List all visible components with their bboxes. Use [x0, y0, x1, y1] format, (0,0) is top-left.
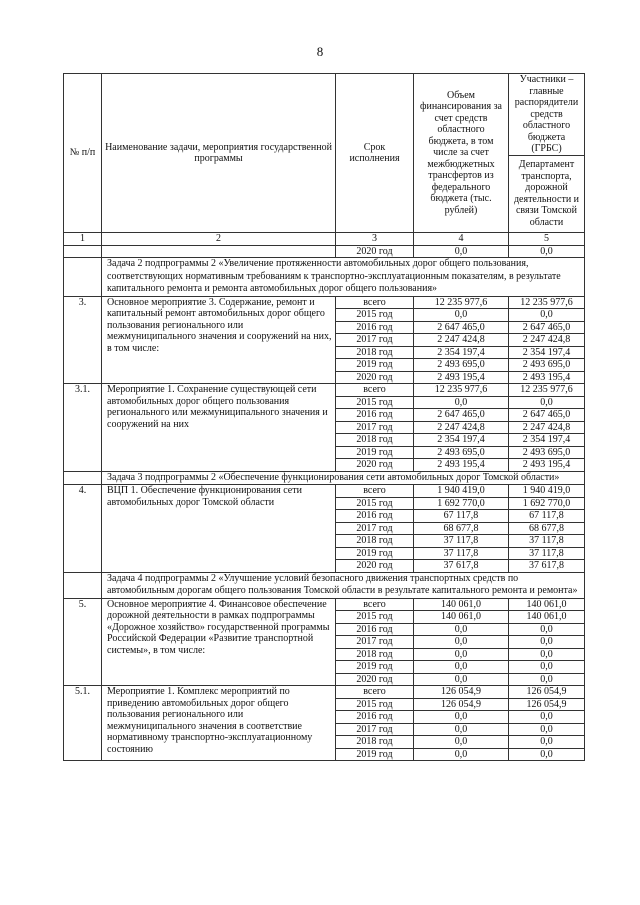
amount-cell: 37 117,8: [414, 547, 509, 560]
table-row: [64, 384, 585, 397]
grbs-amount-cell: 0,0: [509, 673, 585, 686]
grbs-amount-cell: 67 117,8: [509, 510, 585, 523]
column-numbers-row: [64, 233, 585, 246]
amount-cell: 0,0: [414, 309, 509, 322]
amount-cell: 37 117,8: [414, 535, 509, 548]
amount-cell: 140 061,0: [414, 611, 509, 624]
amount-cell: 126 054,9: [414, 686, 509, 699]
grbs-amount-cell: 2 354 197,4: [509, 346, 585, 359]
period-cell: 2019 год: [336, 547, 414, 560]
item-name: Мероприятие 1. Сохранение существующей сети автомобильных дорог общего пользования регионального или межмуниципального значения и сооружений на них: [102, 384, 336, 472]
grbs-amount-cell: 0,0: [509, 661, 585, 674]
grbs-amount-cell: 2 647 465,0: [509, 409, 585, 422]
period-cell: 2016 год: [336, 623, 414, 636]
empty-cell: [102, 245, 336, 258]
grbs-amount-cell: 126 054,9: [509, 698, 585, 711]
period-cell: 2019 год: [336, 446, 414, 459]
task-row: [64, 258, 585, 297]
amount-cell: 2 493 195,4: [414, 459, 509, 472]
task-title: Задача 2 подпрограммы 2 «Увеличение протяженности автомобильных дорог общего пользования, соответствующих нормативным требованиям к транспортно-эксплуатационным показателям, в результате капитального ремонта и ремонта автомобильных дорог общего пользования»: [102, 258, 585, 297]
grbs-amount-cell: 1 940 419,0: [509, 485, 585, 498]
column-number: 4: [414, 233, 509, 246]
period-cell: 2019 год: [336, 748, 414, 761]
amount-cell: 2 247 424,8: [414, 334, 509, 347]
amount-cell: 2 493 695,0: [414, 359, 509, 372]
carry-over-row: [64, 245, 585, 258]
amount-cell: 0,0: [414, 723, 509, 736]
grbs-amount-cell: 0,0: [509, 636, 585, 649]
empty-cell: [64, 471, 102, 485]
grbs-amount-cell: 2 493 695,0: [509, 359, 585, 372]
table-row: [64, 296, 585, 309]
page-number: 8: [316, 44, 324, 59]
period-cell: 2016 год: [336, 409, 414, 422]
period-cell: всего: [336, 686, 414, 699]
item-number: 3.: [64, 296, 102, 384]
period-cell: 2020 год: [336, 371, 414, 384]
table-row: [64, 686, 585, 699]
column-number: 5: [509, 233, 585, 246]
period-cell: всего: [336, 384, 414, 397]
grbs-amount-cell: 126 054,9: [509, 686, 585, 699]
period-cell: 2015 год: [336, 497, 414, 510]
period-cell: 2018 год: [336, 346, 414, 359]
amount-cell: 2 354 197,4: [414, 346, 509, 359]
period-cell: 2016 год: [336, 711, 414, 724]
header-amount: Объем финансирования за счет средств областного бюджета, в том числе за счет межбюджетных трансфертов из федерального бюджета (тыс. рублей): [414, 74, 509, 233]
financing-table: [63, 73, 585, 761]
header-num: № п/п: [64, 74, 102, 233]
period-cell: 2018 год: [336, 648, 414, 661]
table-row: [64, 485, 585, 498]
grbs-amount-cell: 0,0: [509, 396, 585, 409]
amount-cell: 2 247 424,8: [414, 421, 509, 434]
amount-cell: 67 117,8: [414, 510, 509, 523]
item-name: Мероприятие 1. Комплекс мероприятий по приведению автомобильных дорог общего пользования регионального или межмуниципального значения в соответствие нормативному транспортно-эксплуатационному состоянию: [102, 686, 336, 761]
amount-cell: 12 235 977,6: [414, 384, 509, 397]
grbs-amount-cell: 0,0: [509, 245, 585, 258]
grbs-amount-cell: 37 117,8: [509, 547, 585, 560]
header-row: [64, 74, 585, 156]
period-cell: 2019 год: [336, 359, 414, 372]
task-row: [64, 471, 585, 485]
grbs-amount-cell: 1 692 770,0: [509, 497, 585, 510]
item-number: 5.1.: [64, 686, 102, 761]
amount-cell: 0,0: [414, 245, 509, 258]
period-cell: всего: [336, 296, 414, 309]
amount-cell: 0,0: [414, 636, 509, 649]
period-cell: 2017 год: [336, 334, 414, 347]
amount-cell: 2 493 195,4: [414, 371, 509, 384]
item-name: ВЦП 1. Обеспечение функционирования сети автомобильных дорог Томской области: [102, 485, 336, 573]
header-department: Департамент транспорта, дорожной деятельности и связи Томской области: [509, 155, 585, 233]
period-cell: 2017 год: [336, 421, 414, 434]
task-title: Задача 4 подпрограммы 2 «Улучшение условий безопасного движения транспортных средств по автомобильным дорогам общего пользования Томской области в результате капитального ремонта и ремонта»: [102, 572, 585, 598]
grbs-amount-cell: 37 617,8: [509, 560, 585, 573]
amount-cell: 37 617,8: [414, 560, 509, 573]
period-cell: 2020 год: [336, 459, 414, 472]
column-number: 1: [64, 233, 102, 246]
period-cell: 2017 год: [336, 723, 414, 736]
amount-cell: 0,0: [414, 661, 509, 674]
header-period: Срок исполнения: [336, 74, 414, 233]
period-cell: 2018 год: [336, 736, 414, 749]
grbs-amount-cell: 0,0: [509, 623, 585, 636]
amount-cell: 0,0: [414, 673, 509, 686]
period-cell: 2020 год: [336, 673, 414, 686]
amount-cell: 140 061,0: [414, 598, 509, 611]
amount-cell: 68 677,8: [414, 522, 509, 535]
grbs-amount-cell: 2 493 195,4: [509, 371, 585, 384]
grbs-amount-cell: 2 647 465,0: [509, 321, 585, 334]
period-cell: 2015 год: [336, 611, 414, 624]
grbs-amount-cell: 0,0: [509, 648, 585, 661]
period-cell: 2020 год: [336, 560, 414, 573]
item-name: Основное мероприятие 3. Содержание, ремонт и капитальный ремонт автомобильных дорог общего пользования регионального или межмуниципального значения и сооружений на них, в том числе:: [102, 296, 336, 384]
grbs-amount-cell: 140 061,0: [509, 598, 585, 611]
grbs-amount-cell: 0,0: [509, 748, 585, 761]
period-cell: всего: [336, 598, 414, 611]
task-title: Задача 3 подпрограммы 2 «Обеспечение функционирования сети автомобильных дорог Томской области»: [102, 471, 585, 485]
amount-cell: 0,0: [414, 748, 509, 761]
grbs-amount-cell: 0,0: [509, 723, 585, 736]
amount-cell: 1 692 770,0: [414, 497, 509, 510]
amount-cell: 0,0: [414, 736, 509, 749]
column-number: 3: [336, 233, 414, 246]
period-cell: 2018 год: [336, 434, 414, 447]
amount-cell: 2 647 465,0: [414, 409, 509, 422]
amount-cell: 2 493 695,0: [414, 446, 509, 459]
item-number: 4.: [64, 485, 102, 573]
period-cell: 2019 год: [336, 661, 414, 674]
empty-cell: [64, 258, 102, 297]
amount-cell: 126 054,9: [414, 698, 509, 711]
grbs-amount-cell: 12 235 977,6: [509, 384, 585, 397]
header-name: Наименование задачи, мероприятия государственной программы: [102, 74, 336, 233]
grbs-amount-cell: 2 247 424,8: [509, 421, 585, 434]
grbs-amount-cell: 2 493 695,0: [509, 446, 585, 459]
period-cell: 2017 год: [336, 636, 414, 649]
period-cell: 2016 год: [336, 321, 414, 334]
task-row: [64, 572, 585, 598]
amount-cell: 0,0: [414, 648, 509, 661]
period-cell: 2015 год: [336, 698, 414, 711]
period-cell: 2016 год: [336, 510, 414, 523]
period-cell: 2015 год: [336, 309, 414, 322]
grbs-amount-cell: 12 235 977,6: [509, 296, 585, 309]
amount-cell: 12 235 977,6: [414, 296, 509, 309]
empty-cell: [64, 572, 102, 598]
amount-cell: 1 940 419,0: [414, 485, 509, 498]
amount-cell: 2 354 197,4: [414, 434, 509, 447]
amount-cell: 0,0: [414, 623, 509, 636]
table-row: [64, 598, 585, 611]
item-number: 3.1.: [64, 384, 102, 472]
empty-cell: [64, 245, 102, 258]
grbs-amount-cell: 140 061,0: [509, 611, 585, 624]
period-cell: всего: [336, 485, 414, 498]
amount-cell: 0,0: [414, 711, 509, 724]
amount-cell: 0,0: [414, 396, 509, 409]
header-grbs: Участники – главные распорядители средств областного бюджета (ГРБС): [509, 74, 585, 156]
grbs-amount-cell: 0,0: [509, 711, 585, 724]
period-cell: 2018 год: [336, 535, 414, 548]
amount-cell: 2 647 465,0: [414, 321, 509, 334]
grbs-amount-cell: 0,0: [509, 309, 585, 322]
period-cell: 2015 год: [336, 396, 414, 409]
grbs-amount-cell: 68 677,8: [509, 522, 585, 535]
column-number: 2: [102, 233, 336, 246]
grbs-amount-cell: 37 117,8: [509, 535, 585, 548]
grbs-amount-cell: 0,0: [509, 736, 585, 749]
period-cell: 2017 год: [336, 522, 414, 535]
item-number: 5.: [64, 598, 102, 686]
grbs-amount-cell: 2 354 197,4: [509, 434, 585, 447]
item-name: Основное мероприятие 4. Финансовое обеспечение дорожной деятельности в рамках подпрограммы «Дорожное хозяйство» государственной программы Российской Федерации «Развитие транспортной системы», в том числе:: [102, 598, 336, 686]
grbs-amount-cell: 2 493 195,4: [509, 459, 585, 472]
period-cell: 2020 год: [336, 245, 414, 258]
grbs-amount-cell: 2 247 424,8: [509, 334, 585, 347]
